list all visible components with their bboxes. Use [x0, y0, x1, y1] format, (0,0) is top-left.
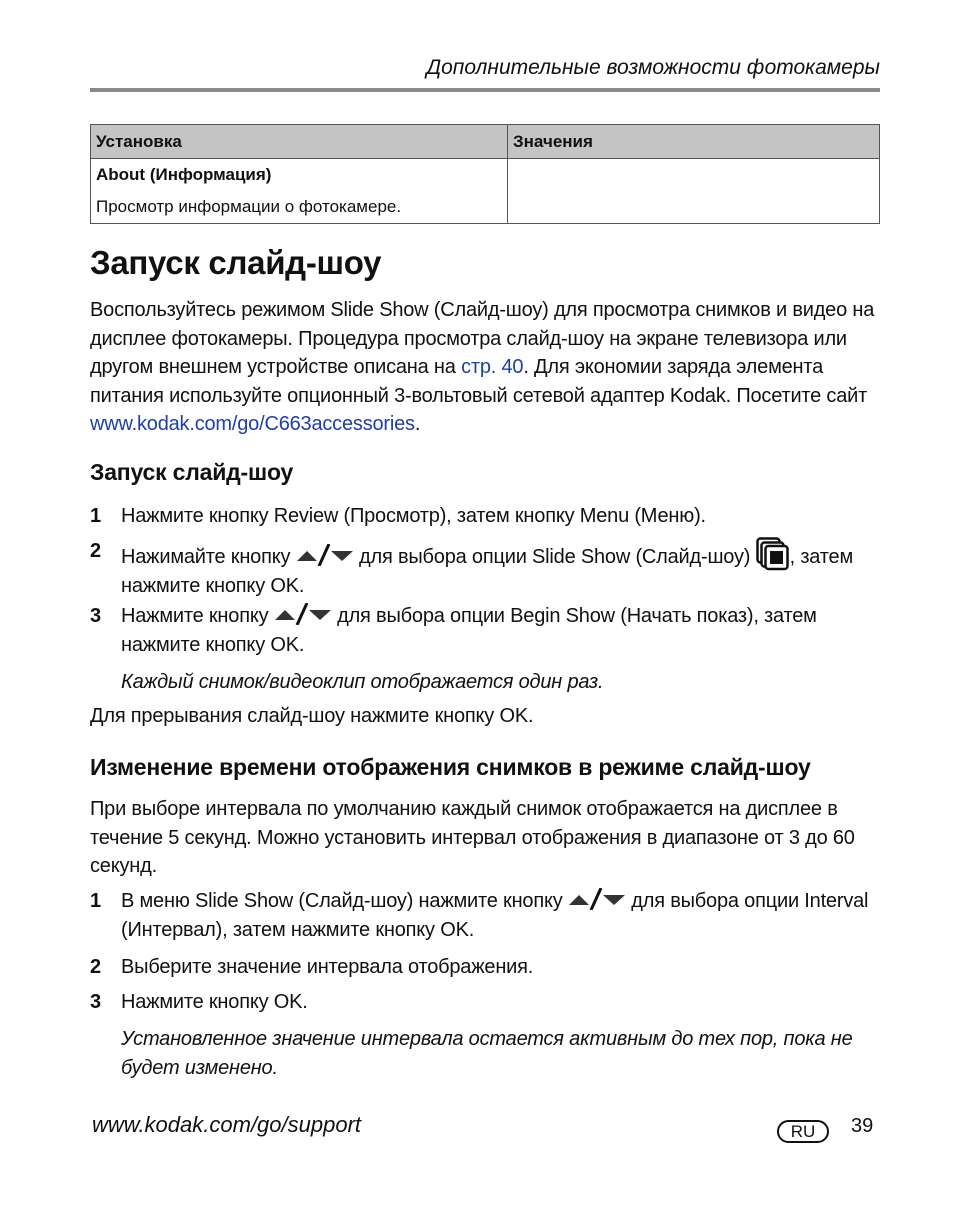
note-text: Установленное значение интервала остается активным до тех пор, пока не будет изменено.: [121, 1028, 853, 1079]
intro-text-2: . Для экономии заряда элемента питания используйте опционный 3-вольтовый сетевой адаптер Kodak. Посетите сайт: [90, 356, 868, 407]
note-text: Каждый снимок/видеоклип отображается один раз.: [121, 671, 604, 693]
step-text-pre: В меню Slide Show (Слайд-шоу) нажмите кнопку: [121, 890, 568, 912]
page-number: 39: [851, 1115, 874, 1137]
step-number: 3: [90, 991, 101, 1013]
table-cell-values: [508, 159, 880, 224]
step-number: 1: [90, 890, 101, 912]
up-down-arrows-icon: [296, 544, 354, 566]
up-down-arrows-icon: [568, 888, 626, 910]
step-text: Нажмите кнопку Review (Просмотр), затем кнопку Menu (Меню).: [121, 505, 706, 527]
footer-url: www.kodak.com/go/support: [92, 1112, 362, 1137]
page-40-link[interactable]: стр. 40: [461, 356, 524, 378]
intro-paragraph: [90, 296, 880, 439]
step-number: 1: [90, 505, 101, 527]
table-row: [91, 159, 880, 224]
page-title: Запуск слайд-шоу: [90, 244, 382, 281]
step-text: [121, 887, 880, 945]
step-text-pre: Нажимайте кнопку: [121, 546, 296, 568]
step-text: [121, 602, 880, 660]
step-number: 3: [90, 605, 101, 627]
interval-paragraph: При выборе интервала по умолчанию каждый снимок отображается на дисплее в течение 5 секунд. Можно установить интервал отображения в диапазоне от 3 до 60 секунд.: [90, 798, 855, 877]
up-down-arrows-icon: [274, 603, 332, 625]
step-text: Выберите значение интервала отображения.: [121, 956, 534, 978]
table-header-setting: Установка: [91, 125, 508, 159]
table-header-values: Значения: [508, 125, 880, 159]
intro-text-3: .: [414, 413, 421, 435]
step-text-post: , затем нажмите кнопку OK.: [121, 546, 854, 597]
step-number: 2: [90, 540, 101, 562]
step-text-post: для выбора опции Interval (Интервал), затем нажмите кнопку OK.: [121, 890, 869, 941]
header-rule: [90, 88, 880, 92]
language-badge: RU: [777, 1120, 829, 1143]
step-text-post: для выбора опции Begin Show (Начать показ), затем нажмите кнопку OK.: [121, 605, 817, 656]
setting-description: Просмотр информации о фотокамере.: [96, 197, 402, 216]
setting-name: About (Информация): [96, 165, 272, 184]
table-cell-setting: [91, 159, 508, 224]
step-text-mid: для выбора опции Slide Show (Слайд-шоу): [353, 546, 756, 568]
step-text: Нажмите кнопку OK.: [121, 991, 308, 1013]
slideshow-icon: [756, 537, 790, 571]
section-heading-interval: Изменение времени отображения снимков в режиме слайд-шоу: [90, 754, 811, 780]
table-header-row: [91, 125, 880, 159]
settings-table: [90, 124, 880, 224]
header-title: Дополнительные возможности фотокамеры: [426, 56, 880, 79]
step-text: [121, 537, 880, 601]
section-heading-start-slideshow: Запуск слайд-шоу: [90, 459, 294, 485]
interrupt-text: Для прерывания слайд-шоу нажмите кнопку OK.: [90, 705, 534, 727]
accessories-link[interactable]: www.kodak.com/go/C663accessories: [90, 413, 415, 435]
step-text-pre: Нажмите кнопку: [121, 605, 274, 627]
step-number: 2: [90, 956, 101, 978]
intro-text-1: Воспользуйтесь режимом Slide Show (Слайд-шоу) для просмотра снимков и видео на дисплее фотокамеры. Процедура просмотра слайд-шоу на экране телевизора или другом внешнем устройстве описана на: [90, 299, 875, 378]
